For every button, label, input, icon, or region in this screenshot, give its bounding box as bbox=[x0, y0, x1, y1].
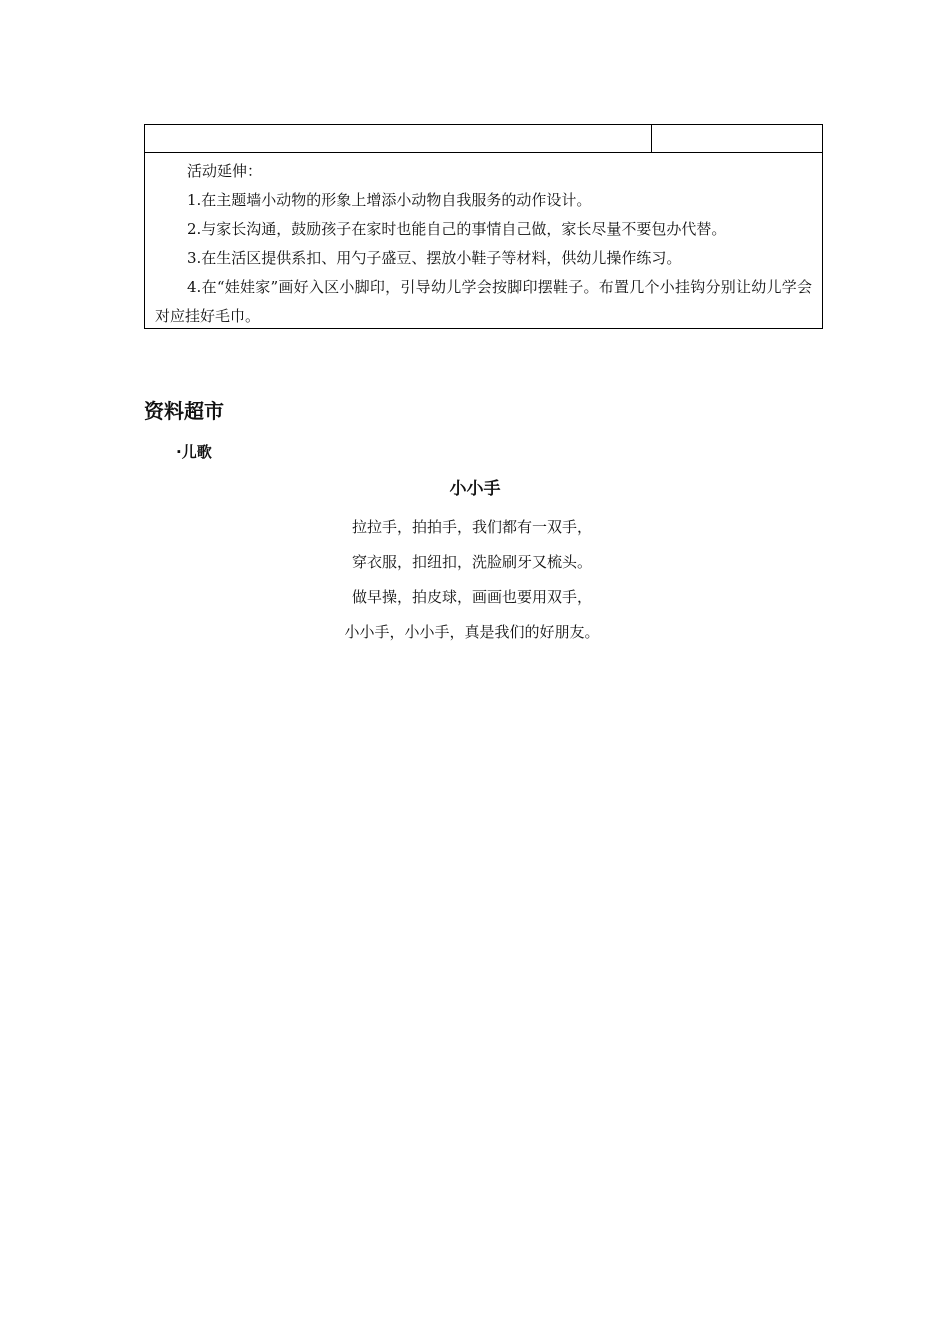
poem-line: 拉拉手，拍拍手，我们都有一双手， bbox=[351, 518, 592, 536]
poem-line: 穿衣服，扣纽扣，洗脸刷牙又梳头。 bbox=[351, 553, 592, 571]
table-header-row bbox=[144, 124, 823, 153]
extension-item: 3.在生活区提供系扣、用勺子盛豆、摆放小鞋子等材料，供幼儿操作练习。 bbox=[187, 249, 682, 267]
poem-body bbox=[0, 510, 944, 650]
category-label: ·儿歌 bbox=[176, 443, 212, 461]
poem-title: 小小手 bbox=[449, 479, 501, 499]
extension-item: 4.在“娃娃家”画好入区小脚印，引导幼儿学会按脚印摆鞋子。布置几个小挂钩分别让幼儿学会对应挂好毛巾。 bbox=[155, 278, 812, 325]
extension-heading: 活动延伸： bbox=[187, 162, 263, 180]
poem-line: 做早操，拍皮球，画画也要用双手， bbox=[351, 588, 592, 606]
poem-line: 小小手，小小手，真是我们的好朋友。 bbox=[344, 623, 600, 641]
extension-item: 2.与家长沟通，鼓励孩子在家时也能自己的事情自己做，家长尽量不要包办代替。 bbox=[187, 220, 727, 238]
extension-item: 1.在主题墙小动物的形象上增添小动物自我服务的动作设计。 bbox=[187, 191, 592, 209]
section-title: 资料超市 bbox=[144, 399, 224, 423]
activity-extension-cell bbox=[144, 152, 823, 329]
table-cell-divider bbox=[651, 125, 652, 152]
